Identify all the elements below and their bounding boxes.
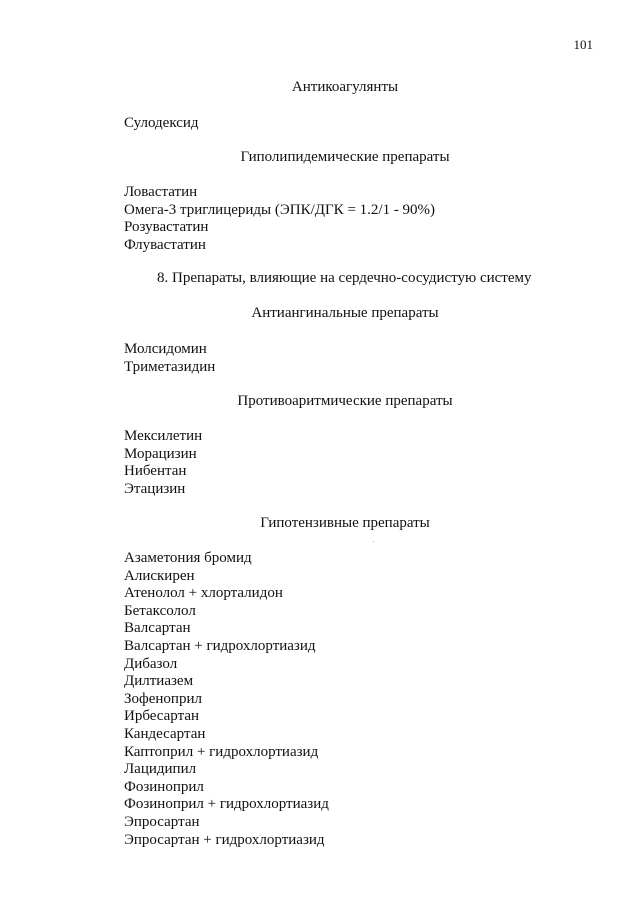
- page-number: 101: [573, 37, 593, 52]
- list-item: Каптоприл + гидрохлортиазид: [124, 743, 319, 760]
- list-item: Бетаксолол: [124, 602, 196, 619]
- heading-hypotensive: Гипотензивные препараты: [260, 515, 430, 531]
- list-hypolipidemic: [124, 184, 435, 254]
- list-item: Флувастатин: [124, 236, 206, 253]
- list-item: Нибентан: [124, 463, 187, 480]
- list-item: Ловастатин: [124, 184, 198, 200]
- list-item: Алискирен: [124, 567, 195, 584]
- list-item: Ирбесартан: [124, 708, 200, 725]
- list-item: Лацидипил: [124, 761, 197, 778]
- heading-antianginal: Антиангинальные препараты: [251, 305, 439, 321]
- heading-anticoagulants: Антикоагулянты: [291, 79, 399, 95]
- list-item: Эпросартан + гидрохлортиазид: [124, 831, 325, 848]
- list-item: Азаметония бромид: [124, 550, 252, 566]
- list-item: Мексилетин: [124, 428, 203, 444]
- list-item: Валсартан + гидрохлортиазид: [124, 637, 316, 654]
- section-title: 8. Препараты, влияющие на сердечно-сосудистую систему: [157, 270, 532, 286]
- list-item: Триметазидин: [124, 358, 216, 375]
- list-anticoagulants: [124, 115, 199, 133]
- heading-antiarrhythmic: Противоаритмические препараты: [237, 393, 453, 409]
- list-item: Зофеноприл: [124, 690, 202, 707]
- list-item: Атенолол + хлорталидон: [124, 585, 283, 602]
- list-item: Дибазол: [124, 655, 178, 672]
- list-item: Фозиноприл: [124, 778, 204, 795]
- list-item: Молсидомин: [124, 341, 207, 357]
- list-item: Дилтиазем: [124, 673, 194, 690]
- list-item: Сулодексид: [124, 115, 199, 131]
- scan-speck: [373, 541, 374, 542]
- list-item: Розувастатин: [124, 219, 209, 236]
- list-item: Эпросартан: [124, 813, 200, 830]
- list-item: Этацизин: [124, 480, 186, 497]
- list-item: Кандесартан: [124, 725, 206, 742]
- list-item: Морацизин: [124, 445, 197, 462]
- list-item: Валсартан: [124, 620, 191, 637]
- heading-hypolipidemic: Гиполипидемические препараты: [240, 149, 450, 165]
- list-antiarrhythmic: [124, 428, 202, 498]
- list-item: Омега-3 триглицериды (ЭПК/ДГК = 1.2/1 - 90%): [124, 201, 436, 218]
- list-hypotensive: [124, 550, 329, 849]
- list-item: Фозиноприл + гидрохлортиазид: [124, 796, 329, 813]
- list-antianginal: [124, 341, 215, 376]
